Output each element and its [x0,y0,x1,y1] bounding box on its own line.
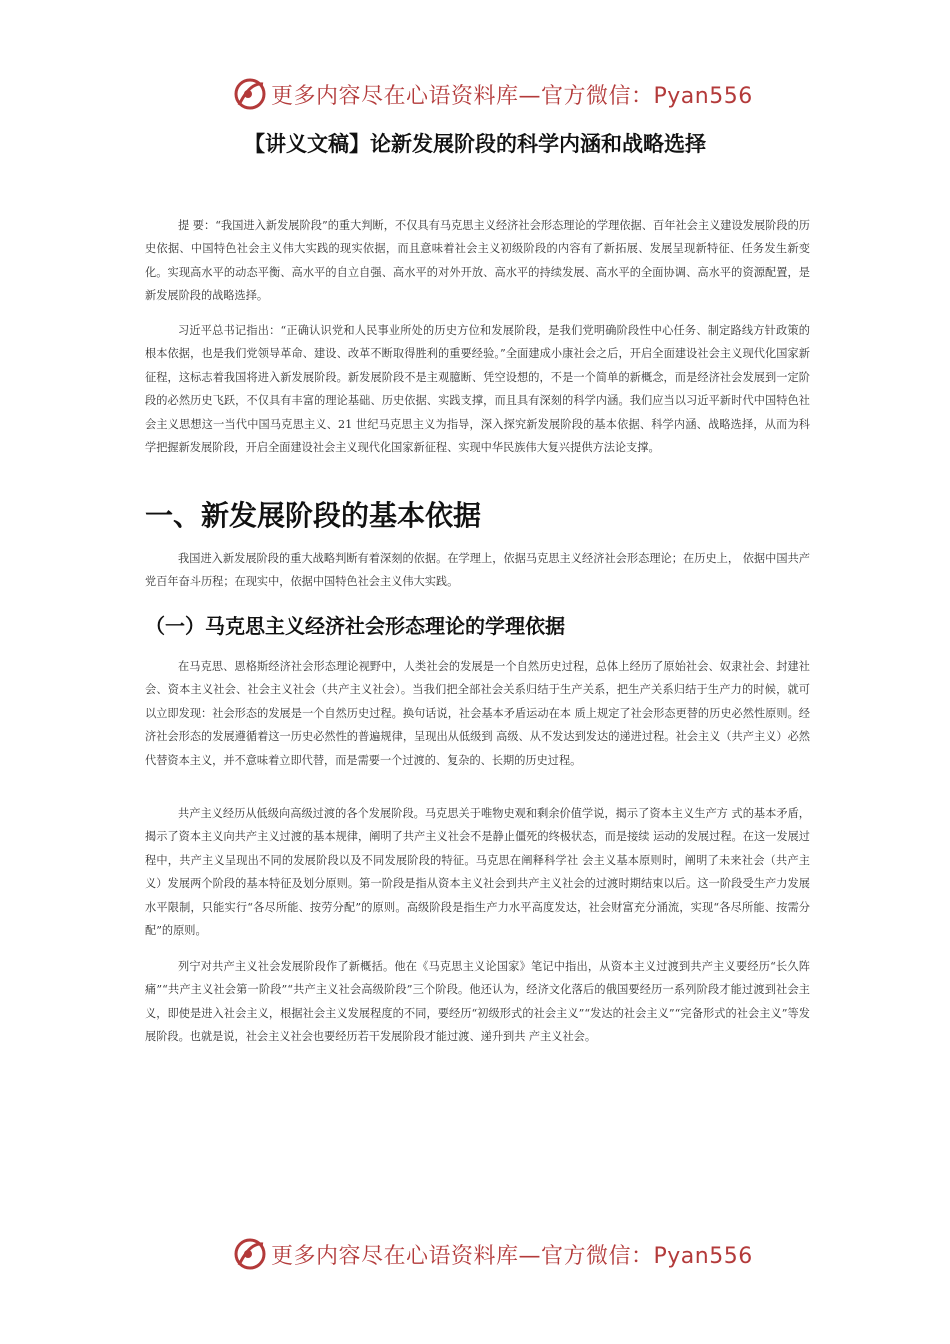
brand-logo-icon [233,1237,267,1271]
header-banner [233,76,753,112]
section-lead-paragraph: 我国进入新发展阶段的重大战略判断有着深刻的依据。在学理上，依据马克思主义经济社会形态理论；在历史上， 依据中国共产党百年奋斗历程；在现实中，依据中国特色社会主义伟大实践。 [145,552,810,589]
banner-text: 更多内容尽在心语资料库—官方微信：Pyan556 [271,83,753,109]
subsection-heading: （一）马克思主义经济社会形态理论的学理依据 [145,614,565,638]
document-title: 【讲义文稿】论新发展阶段的科学内涵和战略选择 [244,132,706,156]
intro-paragraph: 习近平总书记指出：“正确认识党和人民事业所处的历史方位和发展阶段，是我们党明确阶段性中心任务、制定路线方针政策的根本依据，也是我们党领导革命、建设、改革不断取得胜利的重要经验。”全面建成小康社会之后，开启全面建设社会主义现代化国家新征程，这标志着我国将进入新发展阶段。新发展阶段不是主观臆断、凭空设想的，不是一个简单的新概念，而是经济社会发展到一定阶段的必然历史飞跃，不仅具有丰富的理论基础、历史依据、实践支撑，而且具有深刻的科学内涵。我们应当以习近平新时代中国特色社会主义思想这一当代中国马克思主义、21 世纪马克思主义为指导，深入探究新发展阶段的基本依据、科学内涵、战略选择，从而为科学把握新发展阶段，开启全面建设社会主义现代化国家新征程、实现中华民族伟大复兴提供方法论支撑。 [145,324,810,455]
body-paragraph-3: 列宁对共产主义社会发展阶段作了新概括。他在《马克思主义论国家》笔记中指出，从资本主义过渡到共产主义要经历“长久阵痛”“共产主义社会第一阶段”“共产主义社会高级阶段”三个阶段。他还认为，经济文化落后的俄国要经历一系列阶段才能过渡到社会主义，即使是进入社会主义，根据社会主义发展程度的不同，要经历“初级形式的社会主义”“发达的社会主义”“完备形式的社会主义”等发展阶段。也就是说，社会主义社会也要经历若干发展阶段才能过渡、递升到共 产主义社会。 [145,960,810,1044]
section-heading: 一、新发展阶段的基本依据 [145,499,482,532]
banner-text: 更多内容尽在心语资料库—官方微信：Pyan556 [271,1243,753,1269]
body-paragraph-2: 共产主义经历从低级向高级过渡的各个发展阶段。马克思关于唯物史观和剩余价值学说，揭示了资本主义生产方 式的基本矛盾，揭示了资本主义向共产主义过渡的基本规律，阐明了共产主义社会不是静止僵死的终极状态，而是接续 运动的发展过程。在这一发展过程中，共产主义呈现出不同的发展阶段以及不同发展阶段的特征。马克思在阐释科学社 会主义基本原则时，阐明了未来社会（共产主义）发展两个阶段的基本特征及划分原则。第一阶段是指从资本主义社会到共产主义社会的过渡时期结束以后。这一阶段受生产力发展水平限制，只能实行“各尽所能、按劳分配”的原则。高级阶段是指生产力水平高度发达，社会财富充分涌流，实现“各尽所能、按需分配”的原则。 [145,807,810,938]
brand-logo-icon [233,77,267,111]
abstract-paragraph: 提 要：“我国进入新发展阶段”的重大判断，不仅具有马克思主义经济社会形态理论的学理依据、百年社会主义建设发展阶段的历史依据、中国特色社会主义伟大实践的现实依据，而且意味着社会主义初级阶段的内容有了新拓展、发展呈现新特征、任务发生新变化。实现高水平的动态平衡、高水平的自立自强、高水平的对外开放、高水平的持续发展、高水平的全面协调、高水平的资源配置，是新发展阶段的战略选择。 [145,219,810,303]
body-paragraph-1: 在马克思、恩格斯经济社会形态理论视野中，人类社会的发展是一个自然历史过程，总体上经历了原始社会、奴隶社会、封建社会、资本主义社会、社会主义社会（共产主义社会）。当我们把全部社会关系归结于生产关系，把生产关系归结于生产力的时候，就可以立即发现：社会形态的发展是一个自然历史过程。换句话说，社会基本矛盾运动在本 质上规定了社会形态更替的历史必然性原则。经济社会形态的发展遵循着这一历史必然性的普遍规律，呈现出从低级到 高级、从不发达到发达的递进过程。社会主义（共产主义）必然代替资本主义，并不意味着立即代替，而是需要一个过渡的、复杂的、长期的历史过程。 [145,660,810,767]
footer-banner [233,1236,753,1272]
